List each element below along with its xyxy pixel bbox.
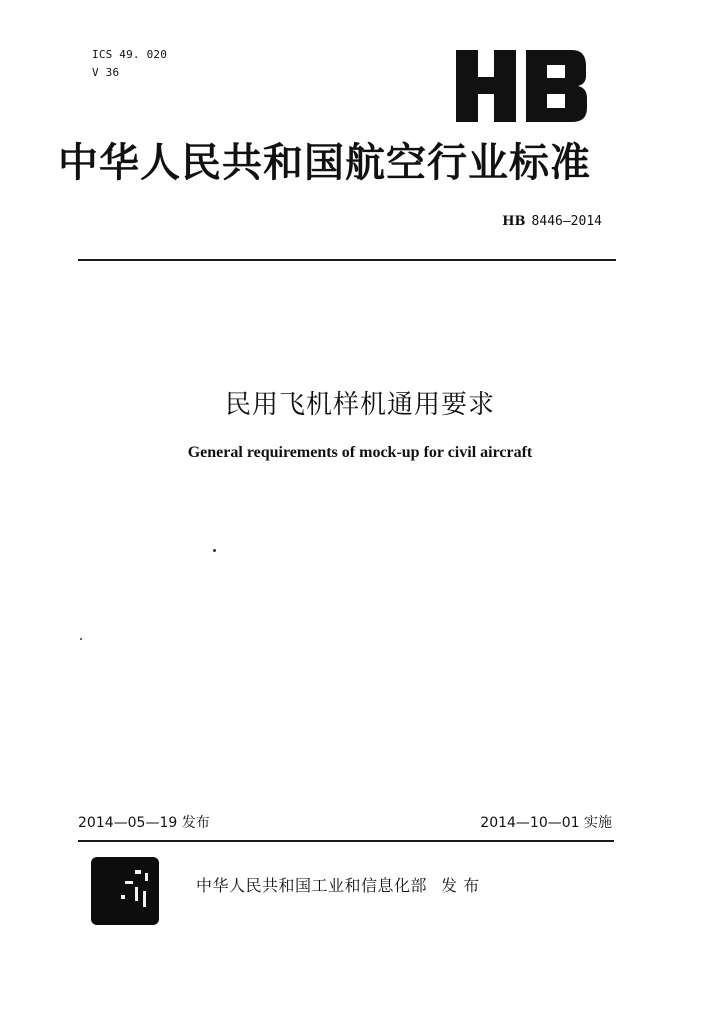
scan-speck [213, 549, 216, 552]
standard-category-title: 中华人民共和国航空行业标准 [58, 140, 591, 186]
ministry-emblem [91, 857, 159, 925]
ccs-code: V 36 [92, 66, 120, 79]
implementation-date: 2014—10—01 实施 [480, 815, 612, 831]
scan-speck [80, 638, 82, 640]
hb-logo [456, 50, 588, 122]
ics-code: ICS 49. 020 [92, 48, 168, 61]
header-divider [78, 259, 616, 261]
footer-divider [78, 840, 614, 842]
publish-label: 发 布 [441, 876, 480, 895]
standard-number-prefix: HB [502, 214, 526, 229]
publisher [196, 873, 480, 896]
issue-date: 2014—05—19 发布 [78, 815, 210, 831]
document-title-english: General requirements of mock-up for civil aircraft [187, 444, 533, 461]
standard-number-value: 8446—2014 [531, 214, 602, 229]
publisher-name: 中华人民共和国工业和信息化部 [196, 876, 428, 895]
classification-codes [92, 46, 167, 82]
document-title-chinese: 民用飞机样机通用要求 [224, 390, 495, 420]
standard-number [502, 214, 602, 229]
